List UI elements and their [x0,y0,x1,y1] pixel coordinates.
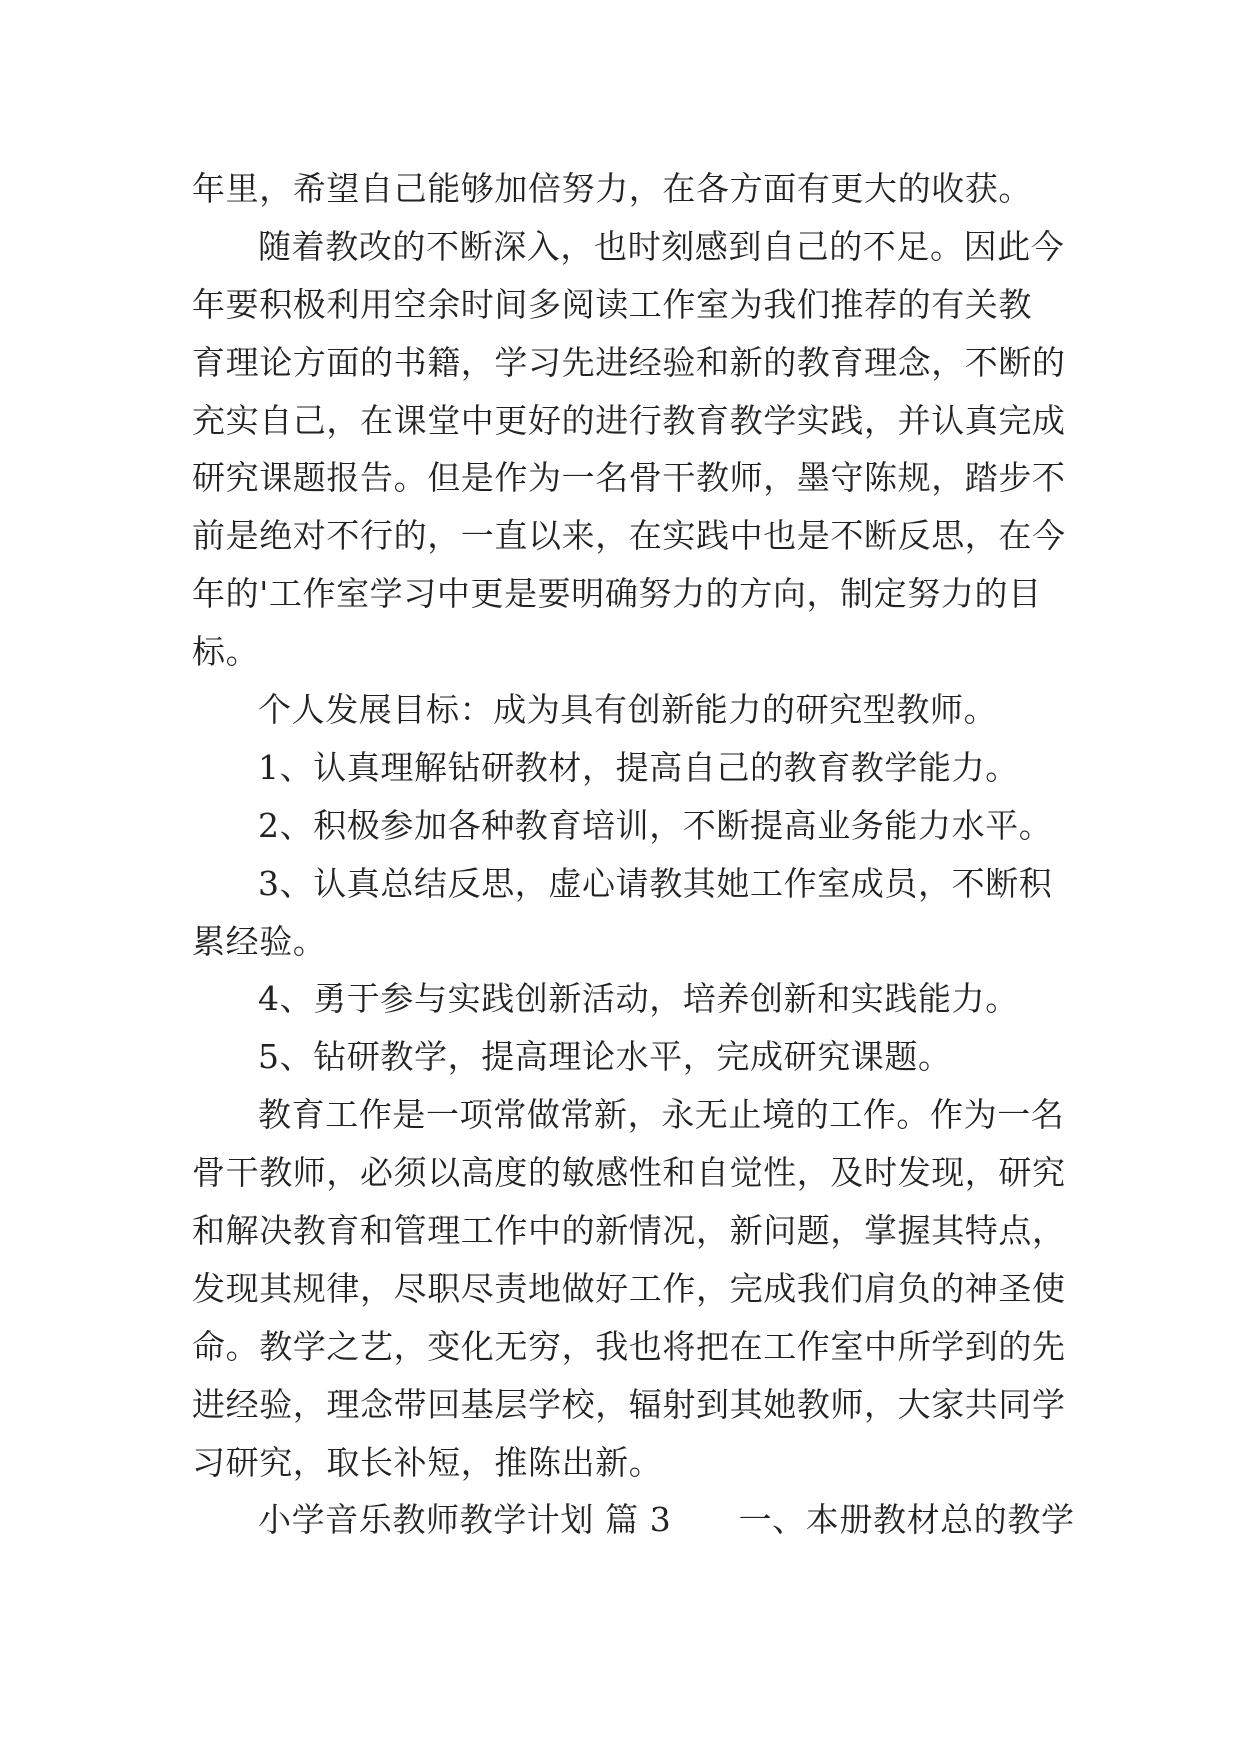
text-line: 和解决教育和管理工作中的新情况，新问题，掌握其特点， [192,1211,1066,1251]
text-line: 小学音乐教师教学计划 篇 3 一、本册教材总的教学 [258,1500,1075,1540]
text-line: 年里，希望自己能够加倍努力，在各方面有更大的收获。 [192,169,1032,208]
text-line: 习研究，取长补短，推陈出新。 [192,1442,663,1482]
text-line: 教育工作是一项常做常新，永无止境的工作。作为一名 [258,1095,1065,1135]
text-line: 个人发展目标：成为具有创新能力的研究型教师。 [258,690,998,730]
text-line: 充实自己，在课堂中更好的进行教育教学实践，并认真完成 [192,400,1066,440]
text-line: 3、认真总结反思，虚心请教其她工作室成员，不断积 [258,863,1053,903]
text-line: 命。教学之艺，变化无穷，我也将把在工作室中所学到的先 [192,1326,1066,1366]
text-line: 累经验。 [192,921,327,961]
text-line: 2、积极参加各种教育培训，不断提高业务能力水平。 [258,805,1053,845]
text-line: 年要积极利用空余时间多阅读工作室为我们推荐的有关教 [192,284,1032,324]
text-line: 进经验，理念带回基层学校，辐射到其她教师，大家共同学 [192,1384,1066,1424]
text-line: 标。 [192,632,260,672]
text-line: 发现其规律，尽职尽责地做好工作，完成我们肩负的神圣使 [192,1268,1066,1308]
text-line: 骨干教师，必须以高度的敏感性和自觉性，及时发现，研究 [192,1153,1066,1193]
text-line: 4、勇于参与实践创新活动，培养创新和实践能力。 [258,979,1019,1019]
text-line: 5、钻研教学，提高理论水平，完成研究课题。 [258,1037,952,1077]
text-line: 随着教改的不断深入，也时刻感到自己的不足。因此今 [258,226,1065,266]
text-line: 前是绝对不行的，一直以来，在实践中也是不断反思，在今 [192,516,1066,556]
text-line: 年的'工作室学习中更是要明确努力的方向，制定努力的目 [192,574,1042,614]
document-body [192,160,1075,1549]
text-line: 研究课题报告。但是作为一名骨干教师，墨守陈规，踏步不 [192,458,1066,498]
text-line: 育理论方面的书籍，学习先进经验和新的教育理念，不断的 [192,342,1066,382]
text-line: 1、认真理解钻研教材，提高自己的教育教学能力。 [258,747,1019,787]
